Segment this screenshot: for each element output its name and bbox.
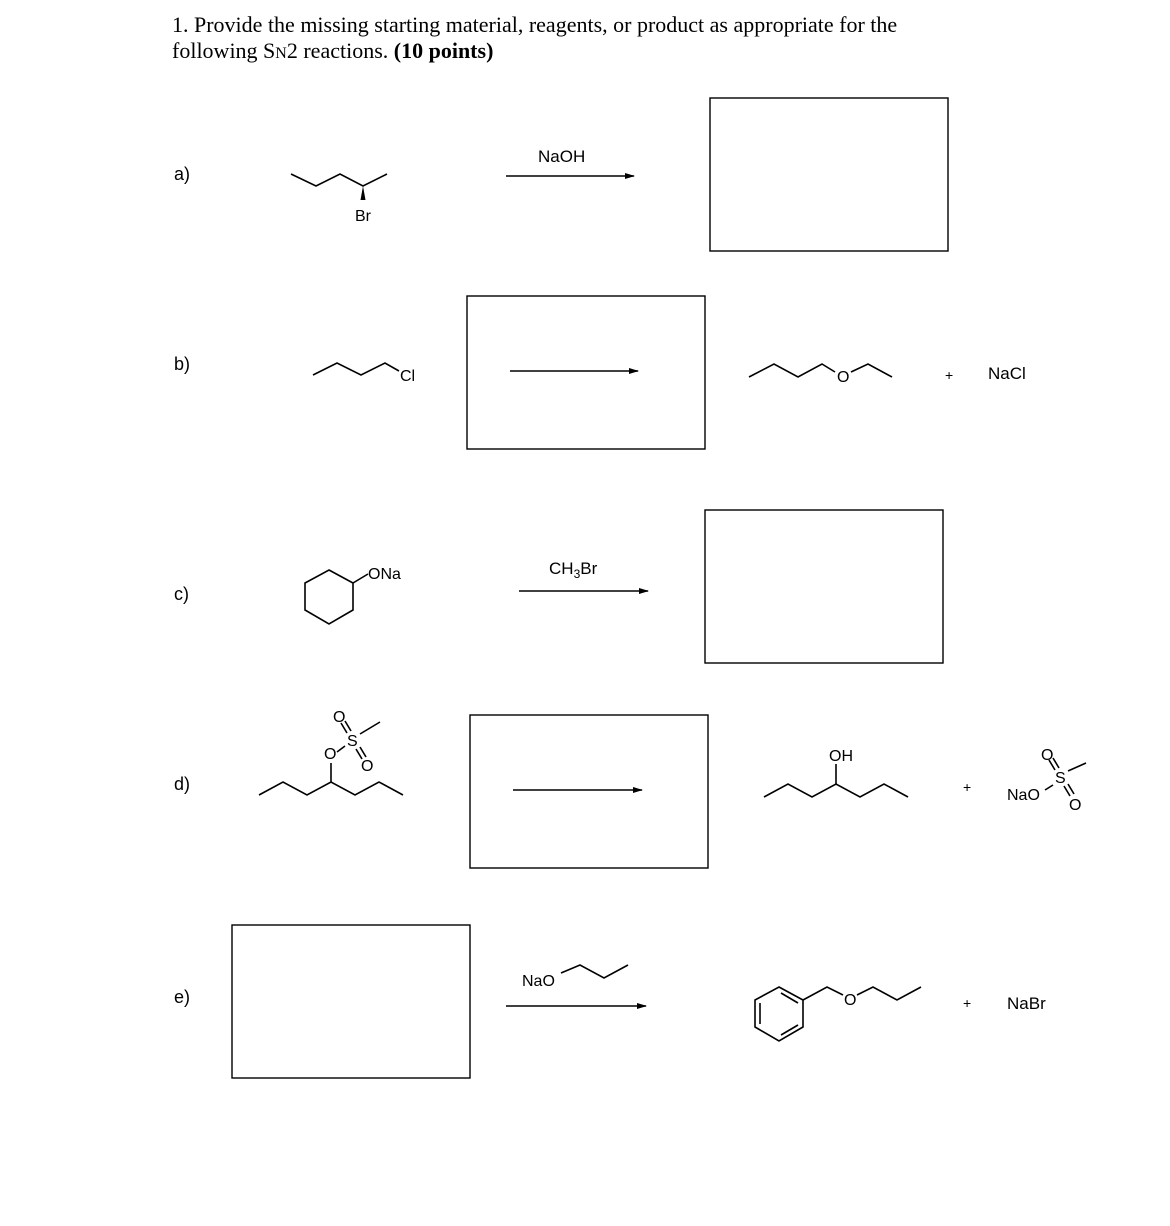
question-text-line-2a: following S (172, 38, 276, 63)
reaction-d-byproduct-s: S (1055, 770, 1066, 787)
reaction-c-cyclohexane-ring (305, 570, 353, 624)
reaction-d (174, 709, 1086, 868)
reaction-d-double-bond-top-2 (345, 721, 351, 731)
question-text-line-2b: 2 reactions. (286, 38, 389, 63)
reaction-b-cl: Cl (400, 368, 416, 385)
question-text-subscript-n: N (275, 45, 287, 62)
reaction-a-label: a) (174, 164, 191, 184)
reaction-b-o: O (837, 369, 850, 386)
reaction-d-answer-box[interactable] (470, 715, 708, 868)
reaction-d-plus: + (963, 779, 972, 795)
reaction-b-product-chain-right (851, 364, 892, 377)
reaction-e-label: e) (174, 987, 191, 1007)
reaction-d-o-top: O (333, 709, 346, 726)
reaction-d-byproduct-bond-s-methyl (1068, 763, 1086, 771)
reaction-a-br: Br (355, 208, 371, 225)
reaction-c-ona: ONa (368, 566, 401, 583)
reaction-e-product-chain-left (803, 987, 843, 1000)
reaction-a (174, 98, 948, 251)
reaction-c-answer-box[interactable] (705, 510, 943, 663)
reaction-d-byproduct-double-bottom-1 (1064, 786, 1070, 796)
question-points: (10 points) (393, 38, 494, 63)
reaction-c-reagent-br: Br (580, 559, 598, 578)
reaction-b-label: b) (174, 354, 191, 374)
reaction-e-benzene-inner-2 (781, 1025, 798, 1035)
reaction-e-answer-box[interactable] (232, 925, 470, 1078)
reaction-b-plus: + (945, 367, 954, 383)
reaction-d-byproduct-o-top: O (1041, 747, 1054, 764)
reaction-b-byproduct: NaCl (988, 364, 1026, 383)
reaction-d-byproduct-nao: NaO (1007, 787, 1040, 804)
reaction-d-byproduct-bond-o-s (1045, 785, 1053, 790)
reaction-d-byproduct-o-bottom: O (1069, 797, 1082, 814)
reaction-d-bond-o-s (337, 746, 345, 752)
reaction-d-s: S (347, 733, 358, 750)
reaction-d-byproduct-double-top-2 (1053, 758, 1059, 768)
reaction-c-reagent-ch: CH (549, 559, 574, 578)
reaction-e-product-chain-right (857, 987, 921, 1000)
reaction-e-plus: + (963, 995, 972, 1011)
reaction-d-o-right: O (361, 758, 374, 775)
reaction-c-bond-to-o (353, 574, 368, 583)
reaction-c-reagent (549, 559, 598, 581)
question-number: 1. (172, 12, 189, 37)
reaction-a-wedge-bond (361, 186, 366, 200)
reaction-d-product (764, 764, 908, 797)
reaction-e-byproduct: NaBr (1007, 994, 1046, 1013)
reaction-b-reactant-chain (313, 363, 399, 375)
reaction-c-reactant (305, 570, 368, 624)
reaction-e-reagent-nao: NaO (522, 973, 555, 990)
reaction-b-product-chain-left (749, 364, 835, 377)
reaction-d-byproduct-double-bottom-2 (1068, 784, 1074, 794)
reaction-d-oh: OH (829, 748, 853, 765)
reaction-d-chain (259, 782, 403, 795)
reaction-d-label: d) (174, 774, 191, 794)
reaction-a-reactant (291, 174, 387, 200)
reaction-e-benzene-ring (755, 987, 803, 1041)
reaction-c (174, 510, 943, 663)
reaction-a-answer-box[interactable] (710, 98, 948, 251)
reaction-e-reagent-chain (561, 965, 628, 978)
question-text-line-1: Provide the missing starting material, reagents, or product as appropriate for the (194, 12, 898, 37)
reaction-d-double-bond-right-2 (360, 747, 366, 757)
reaction-e (174, 925, 1046, 1078)
reaction-c-reagent-subscript: 3 (573, 567, 581, 581)
reaction-d-product-chain (764, 784, 908, 797)
reaction-b-answer-box[interactable] (467, 296, 705, 449)
reaction-e-o: O (844, 992, 857, 1009)
reaction-b (174, 296, 1026, 449)
reaction-a-reagent: NaOH (538, 147, 586, 166)
reaction-d-bond-s-methyl (360, 722, 380, 734)
reaction-e-benzene-inner-3 (781, 993, 798, 1003)
reaction-c-label: c) (174, 584, 189, 604)
reaction-a-chain (291, 174, 387, 186)
reaction-e-product (755, 987, 921, 1041)
reaction-d-o-ester: O (324, 746, 337, 763)
